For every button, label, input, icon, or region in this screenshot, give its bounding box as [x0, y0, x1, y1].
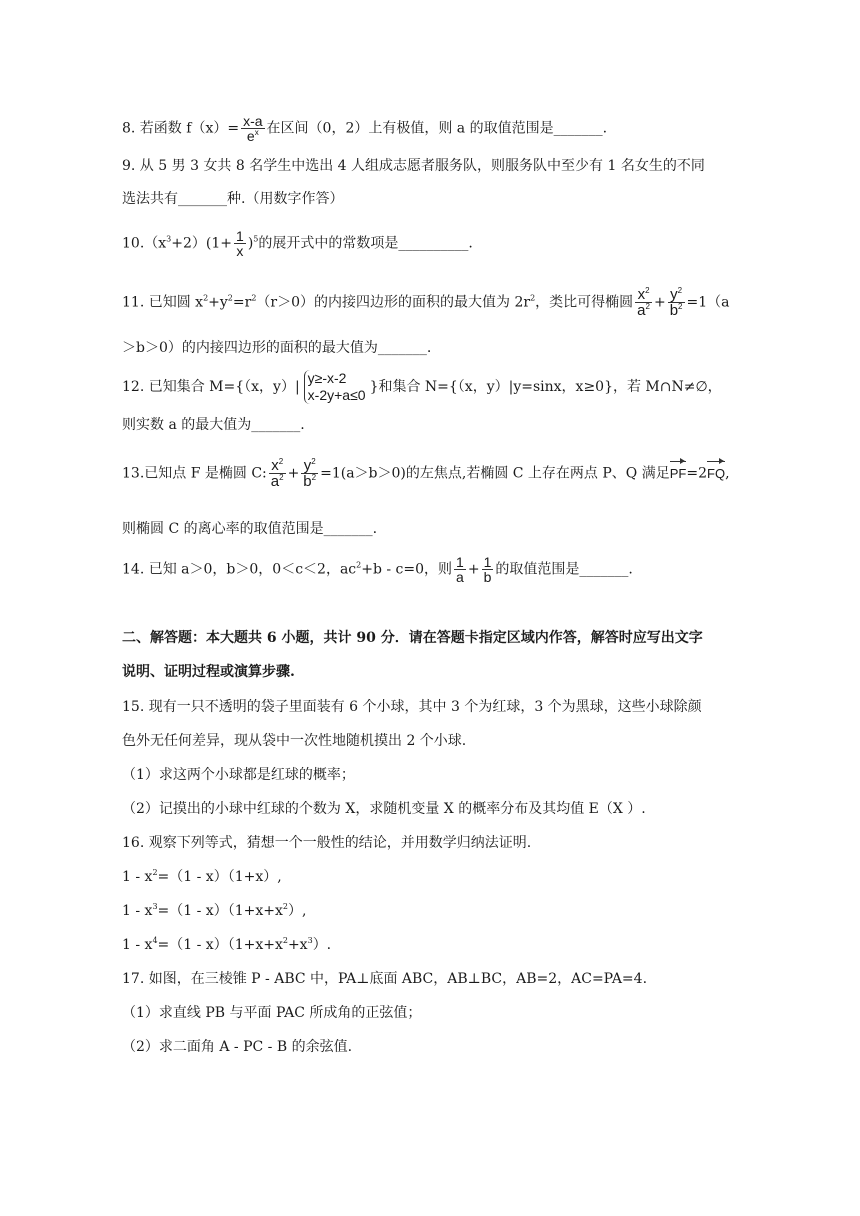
q12-inequality-system: [304, 370, 366, 404]
q11-m1: +y: [208, 294, 228, 311]
section-2-heading-line-1: 二、解答题：本大题共 6 小题，共计 90 分．请在答题卡指定区域内作答，解答时应写出文字: [122, 630, 703, 646]
q13-f1: 2: [279, 473, 284, 482]
q12-row-1: y≥-x-2: [307, 370, 347, 386]
q14-fraction-1: [454, 555, 466, 584]
q14-post: 的取值范围是_______.: [495, 561, 633, 578]
q11-pre: 11. 已知圆 x: [122, 294, 204, 311]
q8-text-post: 在区间（0，2）上有极值，则 a 的取值范围是_______.: [266, 120, 608, 137]
question-17-part-1: （1）求直线 PB 与平面 PAC 所成角的正弦值；: [122, 1005, 422, 1021]
q16-eq3-s2: 2: [282, 936, 288, 945]
q13-vector-fq: FQ: [707, 464, 725, 484]
q10-pre: 10.（x: [122, 235, 167, 252]
q8-den-base: e: [246, 128, 255, 144]
q13-e1: 2: [278, 457, 284, 466]
question-16-eq-1: [122, 867, 282, 887]
q14-d1: a: [456, 569, 464, 585]
q13-d2: b: [303, 473, 312, 490]
question-10: [122, 229, 473, 258]
q11-m2: =r: [232, 294, 252, 311]
q11-e1: 2: [645, 286, 650, 295]
q13-n1: x: [271, 457, 279, 474]
q13-plus: +: [287, 465, 300, 482]
q10-sup-2: 5: [253, 234, 259, 244]
q12-pre: 12. 已知集合 M={（x，y）|: [122, 379, 300, 395]
q13-d1: a: [270, 473, 280, 490]
q16-eq2-c: ）,: [287, 903, 307, 919]
q13-pre: 13.已知点 F 是椭圆 C:: [122, 465, 267, 482]
q14-d2: b: [483, 569, 492, 585]
q11-plus: +: [653, 294, 666, 311]
q11-s2: 2: [227, 293, 233, 303]
q8-text-pre: 8. 若函数 f（x）=: [122, 120, 240, 137]
q11-fraction-2: [668, 287, 685, 318]
question-16-line-1: 16. 观察下列等式，猜想一个一般性的结论，并用数学归纳法证明.: [122, 835, 532, 851]
q14-fraction-2: [482, 555, 494, 584]
q16-eq2-a: 1 - x: [122, 903, 153, 919]
q16-eq3-c: +x: [287, 937, 308, 953]
q14-mid: +b - c=0，则: [361, 561, 453, 578]
q13-f2: 2: [311, 473, 317, 482]
q12-post: }和集合 N={（x，y）|y=sinx，x≥0}，若 M∩N≠∅，: [369, 379, 722, 395]
question-13-line-2: 则椭圆 C 的离心率的取值范围是_______.: [122, 521, 378, 537]
q11-m4: ，类比可得椭圆: [535, 294, 634, 311]
q11-e2: 2: [677, 286, 683, 295]
q8-den-exp: x: [254, 128, 259, 137]
q16-eq3-s3: 3: [307, 936, 313, 945]
q10-num: 1: [236, 228, 244, 244]
q10-sup-1: 3: [166, 234, 172, 244]
question-12-line-1: [122, 370, 722, 404]
q11-post: =1（a: [686, 294, 730, 311]
question-9-line-2: 选法共有_______种.（用数字作答）: [122, 191, 344, 207]
question-16-eq-3: [122, 935, 331, 955]
q11-s1: 2: [203, 293, 209, 303]
q11-n1: x: [637, 286, 646, 303]
q16-eq1-s: 2: [152, 868, 158, 877]
question-11-line-2: ＞b＞0）的内接四边形的面积的最大值为_______.: [122, 340, 432, 356]
q16-eq3-a: 1 - x: [122, 937, 153, 953]
q11-d2: b: [669, 302, 679, 319]
question-16-eq-2: [122, 901, 306, 921]
q11-s3: 2: [251, 293, 257, 303]
question-15-line-1: 15. 现有一只不透明的袋子里面装有 6 个小球，其中 3 个为红球，3 个为黑球，这些小球除颜: [122, 699, 702, 715]
question-15-line-2: 色外无任何差异，现从袋中一次性地随机摸出 2 个小球.: [122, 733, 467, 749]
q11-f1: 2: [645, 302, 650, 311]
q10-mid-1: +2）(1+: [171, 235, 233, 252]
q8-numerator: x-a: [243, 113, 263, 129]
q13-n2: y: [303, 457, 312, 474]
q11-n2: y: [670, 286, 678, 303]
q11-s4: 2: [530, 293, 536, 303]
q16-eq2-s2: 2: [282, 902, 288, 911]
q13-vector-pf: PF: [670, 464, 687, 484]
question-9-line-1: 9. 从 5 男 3 女共 8 名学生中选出 4 人组成志愿者服务队，则服务队中至少有 1 名女生的不同: [122, 158, 705, 174]
q16-eq3-b: =（1 - x）（1+x+x: [157, 937, 283, 953]
question-15-part-2: （2）记摸出的小球中红球的个数为 X，求随机变量 X 的概率分布及其均值 E（X ）.: [122, 801, 646, 817]
q13-tail: ,: [725, 465, 730, 482]
q10-den: x: [236, 243, 244, 259]
question-17-part-2: （2）求二面角 A - PC - B 的余弦值.: [122, 1039, 353, 1055]
section-2-heading-line-2: 说明、证明过程或演算步骤.: [122, 664, 295, 680]
question-8: [122, 114, 607, 143]
q16-eq1-a: 1 - x: [122, 869, 153, 885]
question-15-part-1: （1）求这两个小球都是红球的概率；: [122, 767, 355, 783]
q11-f2: 2: [678, 302, 683, 311]
q13-e2: 2: [311, 457, 316, 466]
q16-eq2-s: 3: [152, 902, 158, 911]
q12-row-2: x-2y+a≤0: [307, 387, 366, 403]
q16-eq1-b: =（1 - x）（1+x）,: [157, 869, 282, 885]
q13-eq: =2: [686, 465, 707, 482]
q11-m3: （r＞0）的内接四边形的面积的最大值为 2r: [256, 294, 531, 311]
q14-plus: +: [467, 561, 480, 578]
question-13-line-1: [122, 458, 730, 489]
q16-eq2-b: =（1 - x）（1+x+x: [157, 903, 283, 919]
question-11-line-1: [122, 287, 729, 318]
q14-n2: 1: [483, 554, 492, 570]
q13-mid: =1(a＞b＞0)的左焦点,若椭圆 C 上存在两点 P、Q 满足: [320, 465, 670, 482]
q8-fraction: [241, 114, 264, 143]
q11-d1: a: [637, 302, 646, 319]
q13-fraction-1: [269, 458, 286, 489]
q10-fraction: [234, 229, 246, 258]
q16-eq3-d: ）.: [312, 937, 332, 953]
q13-fraction-2: [301, 458, 318, 489]
question-17-line-1: 17. 如图，在三棱锥 P - ABC 中，PA⊥底面 ABC，AB⊥BC，AB=2，AC=PA=4.: [122, 971, 648, 987]
question-12-line-2: 则实数 a 的最大值为_______.: [122, 417, 305, 433]
q14-sup: 2: [356, 560, 362, 570]
q16-eq3-s: 4: [152, 936, 158, 945]
question-14: [122, 555, 633, 584]
q14-n1: 1: [456, 554, 464, 570]
q14-pre: 14. 已知 a＞0，b＞0，0＜c＜2，ac: [122, 561, 357, 578]
q10-post: 的展开式中的常数项是__________.: [258, 235, 473, 252]
q10-mid-2: ): [247, 235, 254, 252]
q11-fraction-1: [635, 287, 652, 318]
